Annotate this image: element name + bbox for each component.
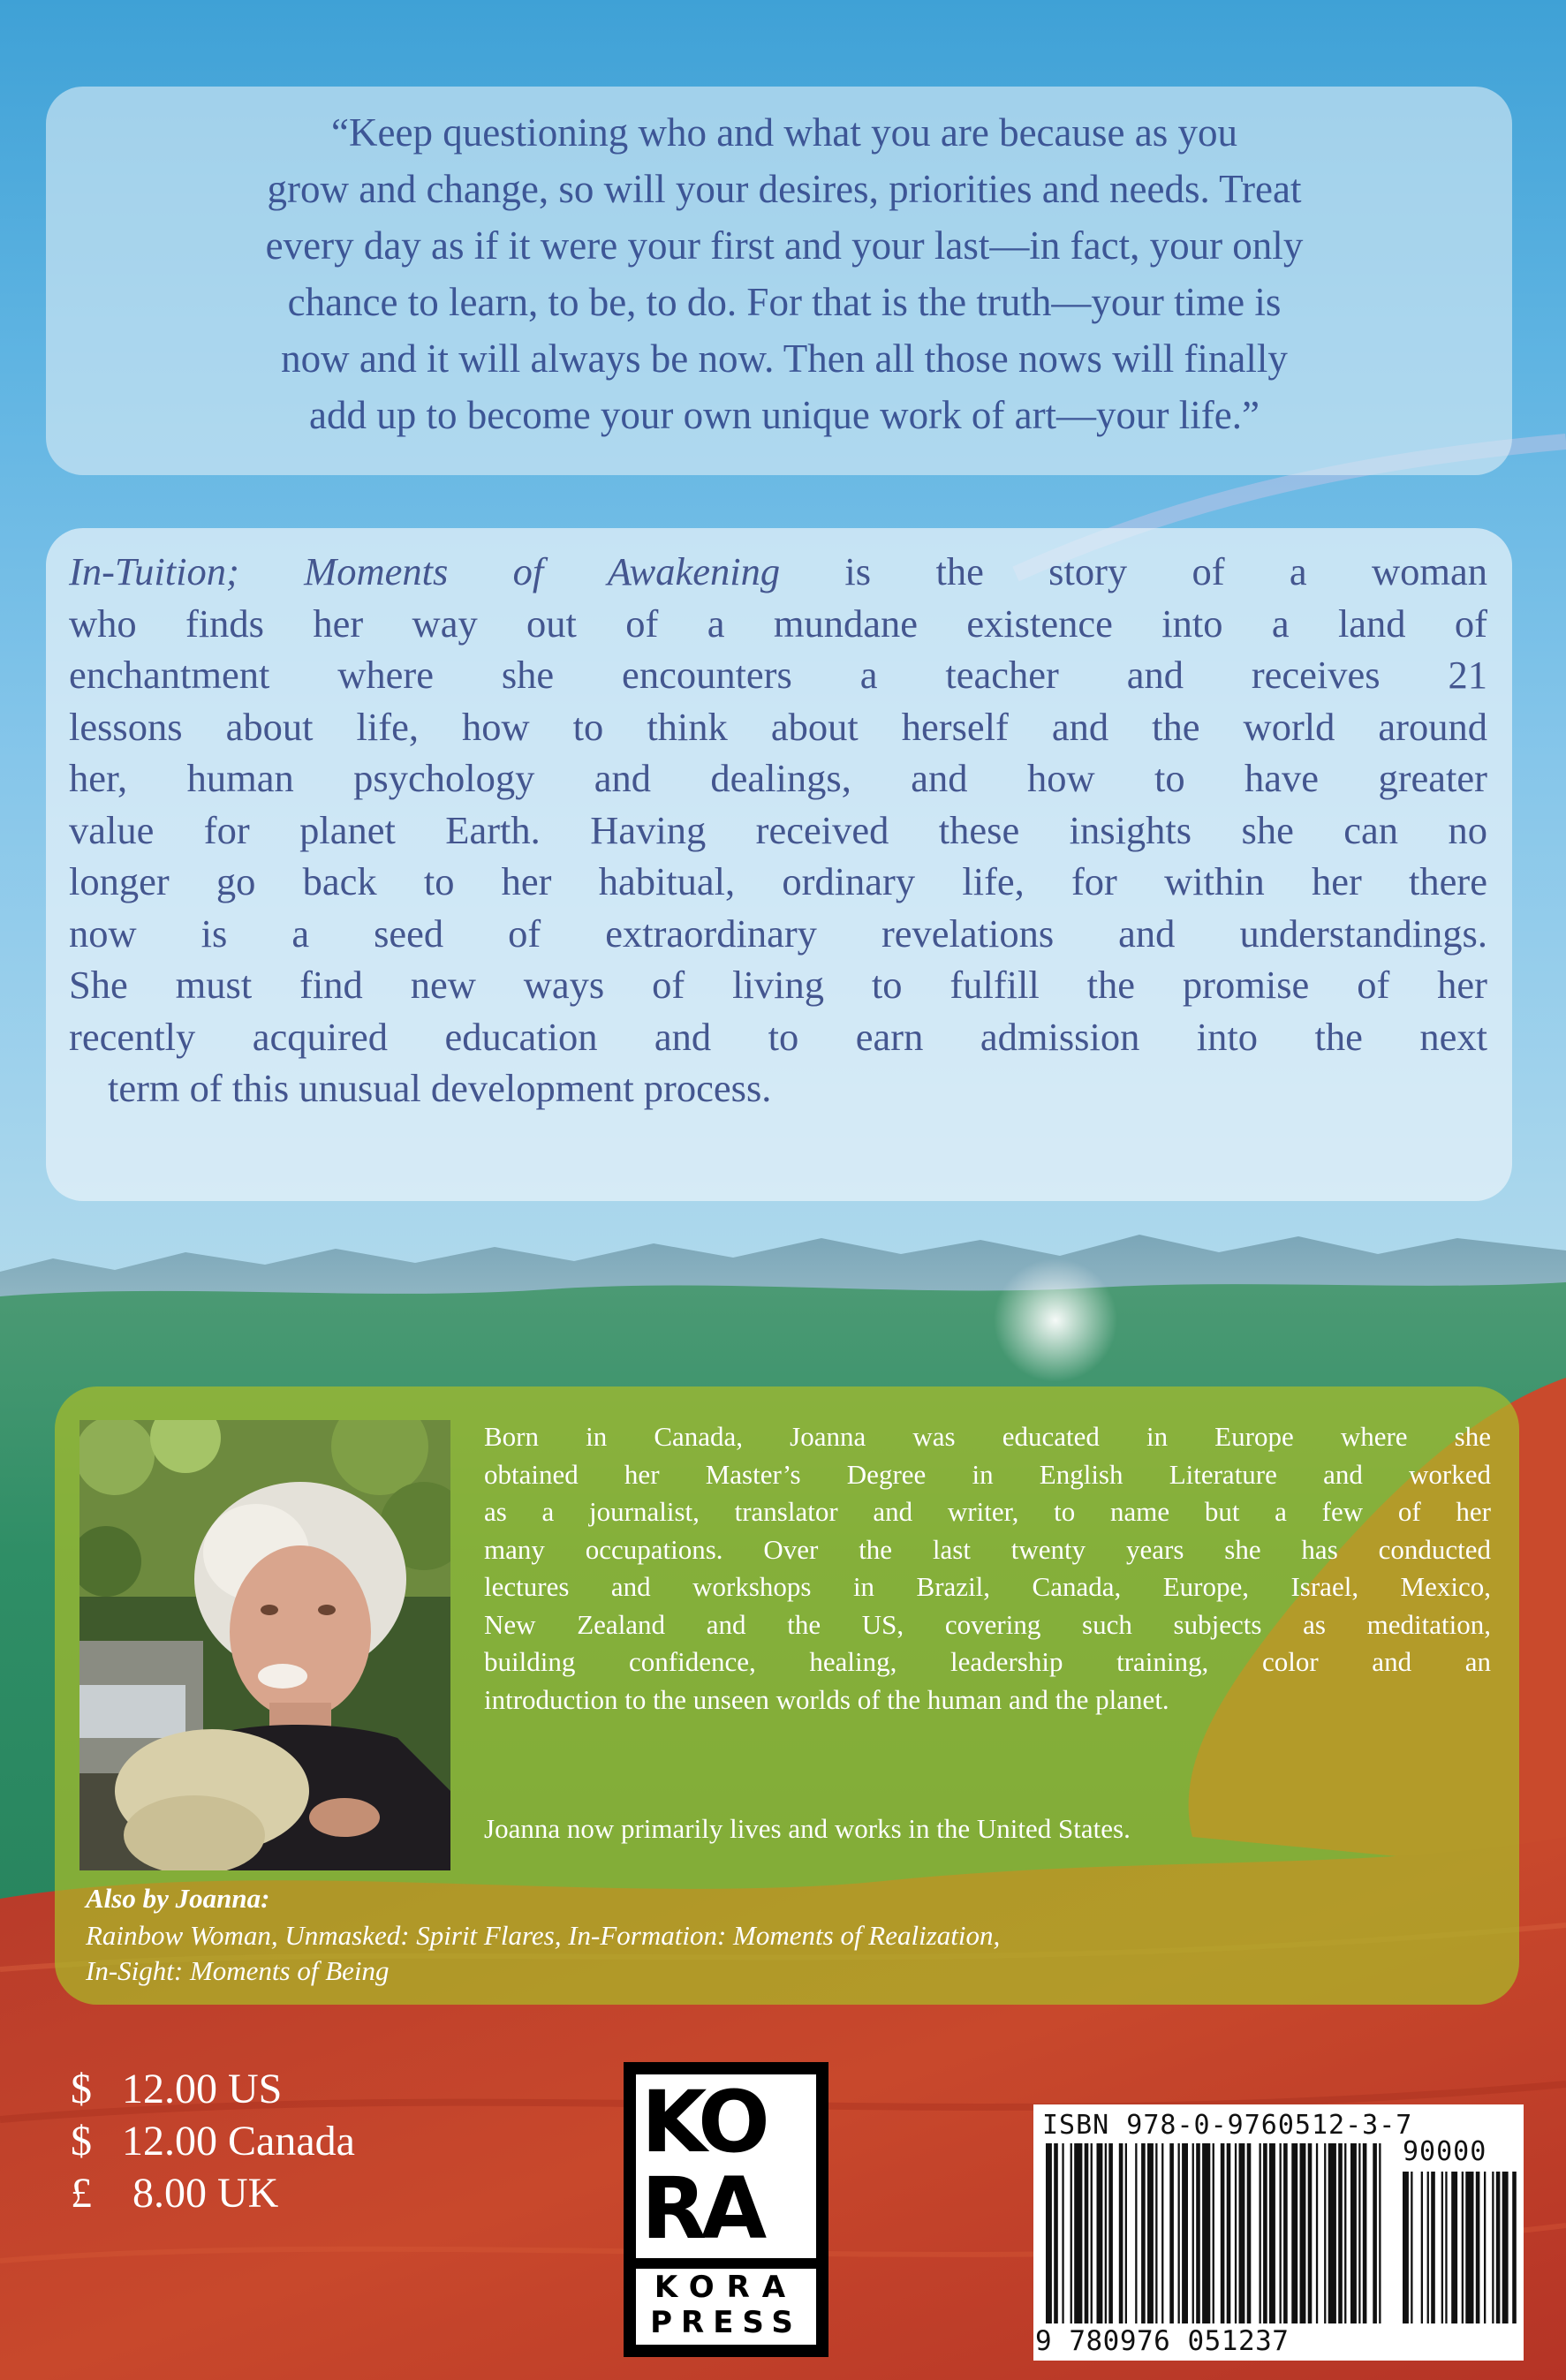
barcode-bar	[1260, 2143, 1261, 2323]
barcode-bar	[1062, 2143, 1063, 2323]
kora-press-logo	[624, 2062, 828, 2357]
description-line: She must find new ways of living to fulfill the promise of her	[69, 963, 1487, 1007]
bio-residence: Joanna now primarily lives and works in the United States.	[484, 1813, 1131, 1844]
price-barcode-bar	[1502, 2172, 1509, 2323]
isbn-barcode-box	[1033, 2104, 1524, 2361]
barcode-bar	[1178, 2143, 1180, 2323]
logo-mark-bottom: RA	[641, 2159, 762, 2258]
also-by-line: In-Sight: Moments of Being	[86, 1955, 390, 1986]
logo-inner-box	[636, 2074, 816, 2258]
barcode-bar	[1363, 2143, 1367, 2323]
bio-line: obtained her Master’s Degree in English Literature and worked	[484, 1458, 1491, 1490]
price-barcode-bar	[1403, 2172, 1409, 2323]
barcode-bar	[1155, 2143, 1157, 2323]
price-barcode-bar	[1445, 2172, 1447, 2323]
price-barcode-bar	[1496, 2172, 1501, 2323]
bio-line: New Zealand and the US, covering such subjects as meditation,	[484, 1608, 1491, 1640]
description-line: recently acquired education and to earn admission into the next	[69, 1014, 1487, 1059]
price-barcode-bar	[1441, 2172, 1443, 2323]
barcode-bars	[1033, 2104, 1524, 2361]
barcode-bar	[1046, 2143, 1052, 2323]
price-text: 8.00 UK	[132, 2170, 279, 2217]
barcode-bar	[1324, 2143, 1326, 2323]
barcode-bar	[1291, 2143, 1297, 2323]
barcode-bar	[1070, 2143, 1072, 2323]
barcode-bar	[1280, 2143, 1282, 2323]
barcode-bar	[1161, 2143, 1163, 2323]
pull-quote	[87, 104, 1482, 443]
quote-line: now and it will always be now. Then all those nows will finally	[281, 336, 1288, 381]
price-barcode-bar	[1484, 2172, 1486, 2323]
barcode-bar	[1358, 2143, 1360, 2323]
price-barcode-bar	[1451, 2172, 1457, 2323]
bio-line: introduction to the unseen worlds of the human and the planet.	[484, 1683, 1169, 1715]
barcode-bar	[1227, 2143, 1231, 2323]
barcode-bar	[1119, 2143, 1123, 2323]
barcode-bar	[1283, 2143, 1288, 2323]
description-line: term of this unusual development process.	[108, 1066, 772, 1110]
description-line: lessons about life, how to think about herself and the world around	[69, 704, 1487, 749]
barcode-bar	[1182, 2143, 1188, 2323]
quote-line: grow and change, so will your desires, priorities and needs. Treat	[267, 167, 1302, 211]
barcode-bar	[1338, 2143, 1343, 2323]
quote-line: chance to learn, to be, to do. For that is the truth—your time is	[287, 280, 1282, 324]
light-glow	[994, 1258, 1117, 1382]
currency-symbol: £	[71, 2170, 92, 2217]
currency-symbol: $	[71, 2118, 92, 2165]
ean-digits: 9 780976 051237	[1035, 2325, 1290, 2357]
barcode-bar	[1085, 2143, 1089, 2323]
price-barcode-bar	[1411, 2172, 1412, 2323]
author-photo	[79, 1420, 450, 1870]
price-row	[71, 2115, 355, 2167]
barcode-bar	[1192, 2143, 1194, 2323]
barcode-bar	[1105, 2143, 1107, 2323]
author-bio	[484, 1418, 1491, 1719]
barcode-bar	[1308, 2143, 1313, 2323]
description-line: her, human psychology and dealings, and how to have greater	[69, 756, 1487, 800]
price-code: 90000	[1403, 2136, 1487, 2167]
author-portrait	[79, 1420, 450, 1870]
barcode-bar	[1054, 2143, 1058, 2323]
barcode-bar	[1316, 2143, 1318, 2323]
barcode-bar	[1074, 2143, 1082, 2323]
logo-name-box	[636, 2269, 816, 2345]
bio-line: Born in Canada, Joanna was educated in Europe where she	[484, 1421, 1491, 1452]
description-line: longer go back to her habitual, ordinary life, for within her there	[69, 859, 1487, 903]
publisher-name-line2: PRESS	[650, 2305, 802, 2340]
quote-line: every day as if it were your first and your last—in fact, your only	[265, 223, 1304, 268]
bio-line: building confidence, healing, leadership training, color and an	[484, 1646, 1491, 1677]
price-barcode-bar	[1476, 2172, 1480, 2323]
book-description	[69, 546, 1487, 1114]
barcode-bar	[1235, 2143, 1237, 2323]
barcode-bar	[1269, 2143, 1275, 2323]
barcode-bar	[1350, 2143, 1357, 2323]
price-row	[71, 2063, 355, 2115]
logo-mark-top: KO	[641, 2073, 765, 2172]
price-list	[71, 2063, 355, 2219]
barcode-bar	[1239, 2143, 1245, 2323]
barcode-bar	[1221, 2143, 1225, 2323]
price-barcode-bar	[1465, 2172, 1473, 2323]
bio-line: lectures and workshops in Brazil, Canada, Europe, Israel, Mexico,	[484, 1571, 1491, 1602]
barcode-bar	[1091, 2143, 1093, 2323]
description-line: now is a seed of extraordinary revelations and understandings.	[69, 910, 1487, 956]
barcode-bar	[1141, 2143, 1146, 2323]
price-row	[71, 2167, 355, 2219]
isbn-label: ISBN 978-0-9760512-3-7	[1042, 2110, 1413, 2141]
publisher-name-line1: KORA	[654, 2270, 798, 2305]
barcode-bar	[1202, 2143, 1210, 2323]
also-by-label: Also by Joanna:	[86, 1883, 270, 1914]
description-line	[69, 546, 1487, 598]
barcode-bar	[1097, 2143, 1103, 2323]
barcode-bar	[1196, 2143, 1200, 2323]
price-barcode-bar	[1421, 2172, 1423, 2323]
barcode-bar	[1328, 2143, 1336, 2323]
description-line: enchantment where she encounters a teacher and receives 21	[69, 653, 1487, 697]
also-by-line: Rainbow Woman, Unmasked: Spirit Flares, In-Formation: Moments of Realization,	[86, 1920, 1001, 1951]
barcode-bar	[1108, 2143, 1113, 2323]
barcode-bar	[1135, 2143, 1137, 2323]
barcode-bar	[1125, 2143, 1127, 2323]
price-text: 12.00 US	[122, 2066, 283, 2112]
bio-line: as a journalist, translator and writer, to name but a few of her	[484, 1496, 1491, 1527]
currency-symbol: $	[71, 2066, 92, 2112]
price-barcode-bar	[1427, 2172, 1429, 2323]
price-barcode-bar	[1431, 2172, 1435, 2323]
barcode-bar	[1379, 2143, 1381, 2323]
barcode-bar	[1169, 2143, 1174, 2323]
quote-line: “Keep questioning who and what you are because as you	[331, 110, 1237, 155]
barcode-bar	[1147, 2143, 1154, 2323]
also-by-list	[86, 1918, 1499, 1989]
description-first-line-rest: is the story of a woman	[780, 549, 1488, 593]
barcode-bar	[1344, 2143, 1346, 2323]
price-barcode-bar	[1462, 2172, 1464, 2323]
price-barcode-bar	[1512, 2172, 1517, 2323]
barcode-bar	[1263, 2143, 1267, 2323]
bio-line: many occupations. Over the last twenty years she has conducted	[484, 1533, 1491, 1565]
price-barcode-bar	[1492, 2172, 1494, 2323]
description-line: who finds her way out of a mundane existence into a land of	[69, 601, 1487, 646]
barcode-bar	[1247, 2143, 1252, 2323]
barcode-bar	[1213, 2143, 1214, 2323]
barcode-bar	[1373, 2143, 1377, 2323]
quote-line: add up to become your own unique work of art—your life.”	[309, 393, 1260, 437]
price-text: 12.00 Canada	[122, 2118, 355, 2165]
barcode-bar	[1300, 2143, 1306, 2323]
description-line: value for planet Earth. Having received these insights she can no	[69, 807, 1487, 852]
book-title: In-Tuition; Moments of Awakening	[69, 549, 781, 593]
